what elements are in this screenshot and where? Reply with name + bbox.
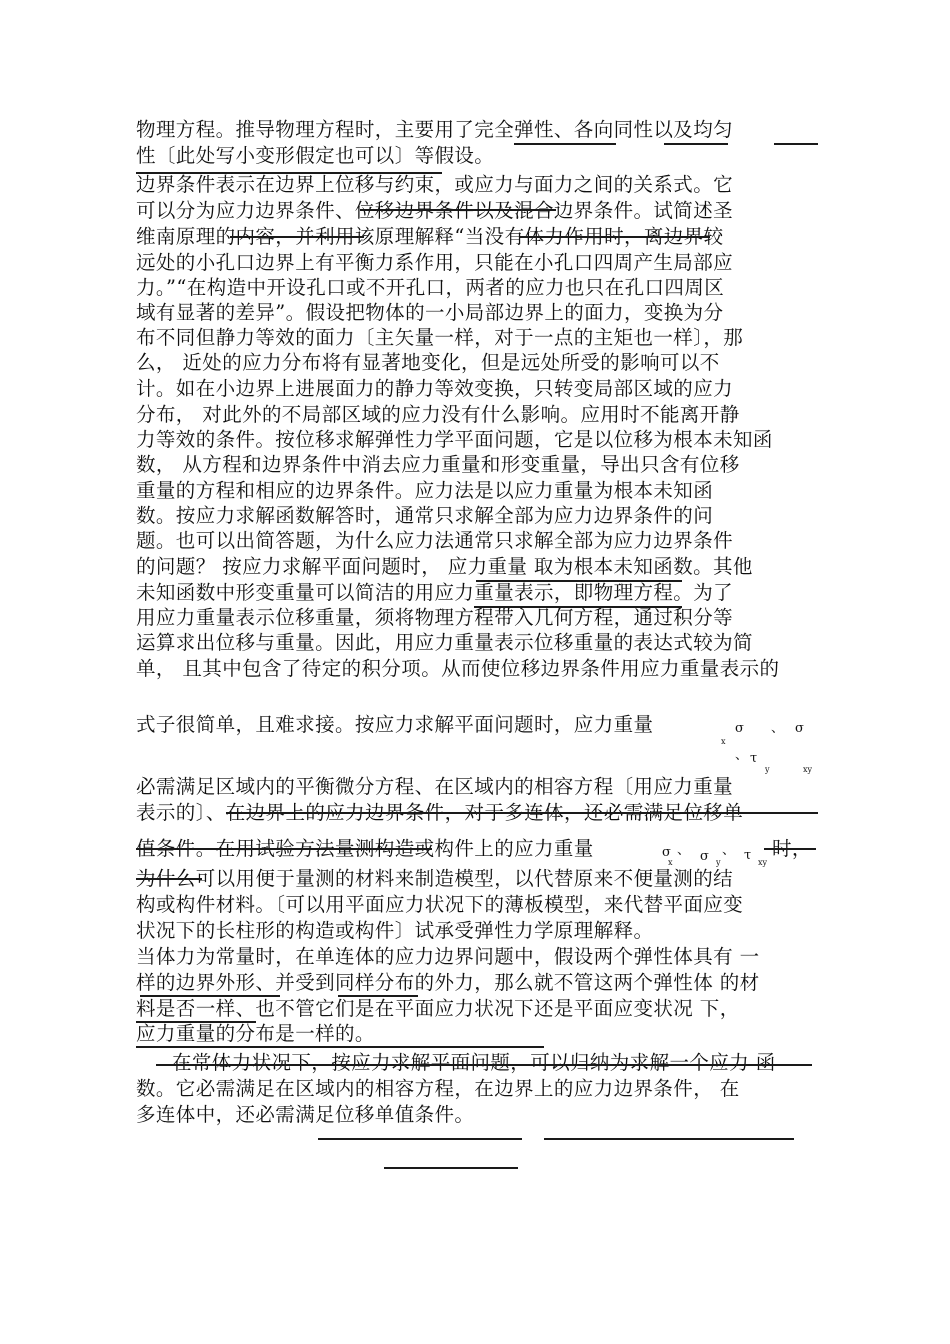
text-line: 在常体力状况下，按应力求解平面问题，可以归纳为求解一个应力 函 — [172, 1051, 776, 1074]
subscript-y: y — [765, 765, 770, 774]
text-line: 远处的小孔口边界上有平衡力系作用，只能在小孔口四周产生局部应 — [136, 251, 734, 274]
strike-rule — [230, 236, 364, 238]
text-line: 域有显著的差异”。假设把物体的一小局部边界上的面力，变换为分 — [136, 301, 724, 324]
underline-rule — [474, 606, 682, 608]
text-line: 多连体中，还必需满足位移单值条件。 — [136, 1103, 475, 1126]
text-line: 可以分为应力边界条件、位移边界条件以及混合边界条件。试简述圣 — [136, 199, 734, 222]
underline-rule — [774, 143, 818, 145]
strike-rule — [360, 209, 556, 211]
strike-rule — [136, 878, 202, 880]
text-line: 为什么可以用便于量测的材料来制造模型，以代替原来不便量测的结 — [136, 867, 734, 890]
text-line: 当体力为常量时，在单连体的应力边界问题中，假设两个弹性体具有 一 — [136, 945, 760, 968]
text-line: 式子很简单，且难求接。按应力求解平面问题时，应力重量 — [136, 713, 654, 736]
sigma-y-symbol: σ — [795, 721, 804, 736]
formula-separator: 、 — [771, 721, 785, 736]
sigma-x-symbol: σ — [662, 845, 671, 860]
text-line: 布不同但静力等效的面力〔主矢量一样，对于一点的主矩也一样〕，那 — [136, 326, 744, 349]
text-line: 分布， 对此外的不局部区域的应力没有什么影响。应用时不能离开静 — [136, 403, 740, 426]
text-line: 构或构件材料。〔可以用平面应力状况下的薄板模型，来代替平面应变 — [136, 893, 744, 916]
subscript-xy: xy — [758, 858, 768, 867]
text-line: 边界条件表示在边界上位移与约束，或应力与面力之间的关系式。它 — [136, 173, 734, 196]
text-line: 必需满足区域内的平衡微分方程、在区域内的相容方程〔用应力重量 — [136, 775, 734, 798]
underline-rule — [136, 1021, 256, 1023]
strike-rule — [136, 172, 442, 174]
subscript-y: y — [716, 858, 721, 867]
text-line: 维南原理的内容，并利用该原理解释“当没有体力作用时，离边界较 — [136, 225, 724, 248]
text-line: 值条件。在用试验方法量测构造或构件上的应力重量 — [136, 837, 594, 860]
text-line: 表示的〕、在边界上的应力边界条件，对于多连体，还必需满足位移单 — [136, 801, 744, 824]
text-line: 运算求出位移与重量。因此，用应力重量表示位移重量的表达式较为简 — [136, 631, 753, 654]
text-line: 数， 从方程和边界条件中消去应力重量和形变重量，导出只含有位移 — [136, 453, 740, 476]
text-line: 用应力重量表示位移重量，须将物理方程带入几何方程，通过积分等 — [136, 606, 734, 629]
text-line: 计。如在小边界上进展面力的静力等效变换，只转变局部区域的应力 — [136, 377, 734, 400]
text-line: 单， 且其中包含了待定的积分项。从而使位移边界条件用应力重量表示的 — [136, 657, 780, 680]
underline-rule — [338, 995, 418, 997]
blank-rule — [384, 1167, 518, 1169]
underline-rule — [476, 580, 682, 582]
text-line: 题。也可以出简答题，为什么应力法通常只求解全部为应力边界条件 — [136, 529, 734, 552]
formula-separator: 、 — [735, 748, 749, 763]
text-line: 力等效的条件。按位移求解弹性力学平面问题，它是以位移为根本未知函 — [136, 428, 773, 451]
text-line-tail: 时， — [772, 837, 812, 860]
text-line: 物理方程。推导物理方程时，主要用了完全弹性、各向同性以及均匀 — [136, 118, 734, 141]
underline-rule — [136, 1046, 544, 1048]
underline-rule — [514, 143, 616, 145]
sigma-y-symbol: σ — [700, 849, 709, 864]
strike-rule — [764, 848, 816, 850]
tau-xy-symbol: τ — [744, 848, 752, 863]
text-line: 状况下的长柱形的构造或构件〕试承受弹性力学原理解释。 — [136, 919, 654, 942]
subscript-xy: xy — [803, 765, 813, 774]
strike-rule — [520, 236, 710, 238]
text-line: 性〔此处写小变形假定也可以〕等假设。 — [136, 144, 495, 167]
text-line: 应力重量的分布是一样的。 — [136, 1022, 375, 1045]
subscript-x: x — [668, 858, 673, 867]
text-line: 么， 近处的应力分布将有显著地变化，但是远处所受的影响可以不 — [136, 351, 720, 374]
text-line: 数。它必需满足在区域内的相容方程，在边界上的应力边界条件， 在 — [136, 1077, 740, 1100]
text-line: 力。”“在构造中开设孔口或不开孔口，两者的应力也只在孔口四周区 — [136, 276, 725, 299]
underline-rule — [664, 143, 728, 145]
strike-rule — [226, 812, 818, 814]
formula-separator: 、 — [722, 843, 736, 858]
subscript-x: x — [721, 737, 726, 746]
sigma-x-symbol: σ — [735, 721, 744, 736]
text-line: 未知函数中形变重量可以简洁的用应力重量表示，即物理方程。为了 — [136, 581, 734, 604]
tau-xy-symbol: τ — [750, 751, 758, 766]
formula-separator: 、 — [677, 843, 691, 858]
blank-rule — [544, 1138, 794, 1140]
text-line: 样的边界外形、并受到同样分布的外力，那么就不管这两个弹性体 的材 — [136, 971, 760, 994]
strike-rule — [136, 848, 432, 850]
text-line: 数。按应力求解函数解答时，通常只求解全部为应力边界条件的问 — [136, 504, 714, 527]
blank-rule — [318, 1138, 522, 1140]
text-line: 的问题？ 按应力求解平面问题时， 应力重量 取为根本未知函数。其他 — [136, 555, 753, 578]
underline-rule — [140, 995, 280, 997]
strike-rule — [156, 1064, 812, 1066]
text-line: 重量的方程和相应的边界条件。应力法是以应力重量为根本未知函 — [136, 479, 714, 502]
text-line: 料是否一样、也不管它们是在平面应力状况下还是平面应变状况 下， — [136, 997, 740, 1020]
